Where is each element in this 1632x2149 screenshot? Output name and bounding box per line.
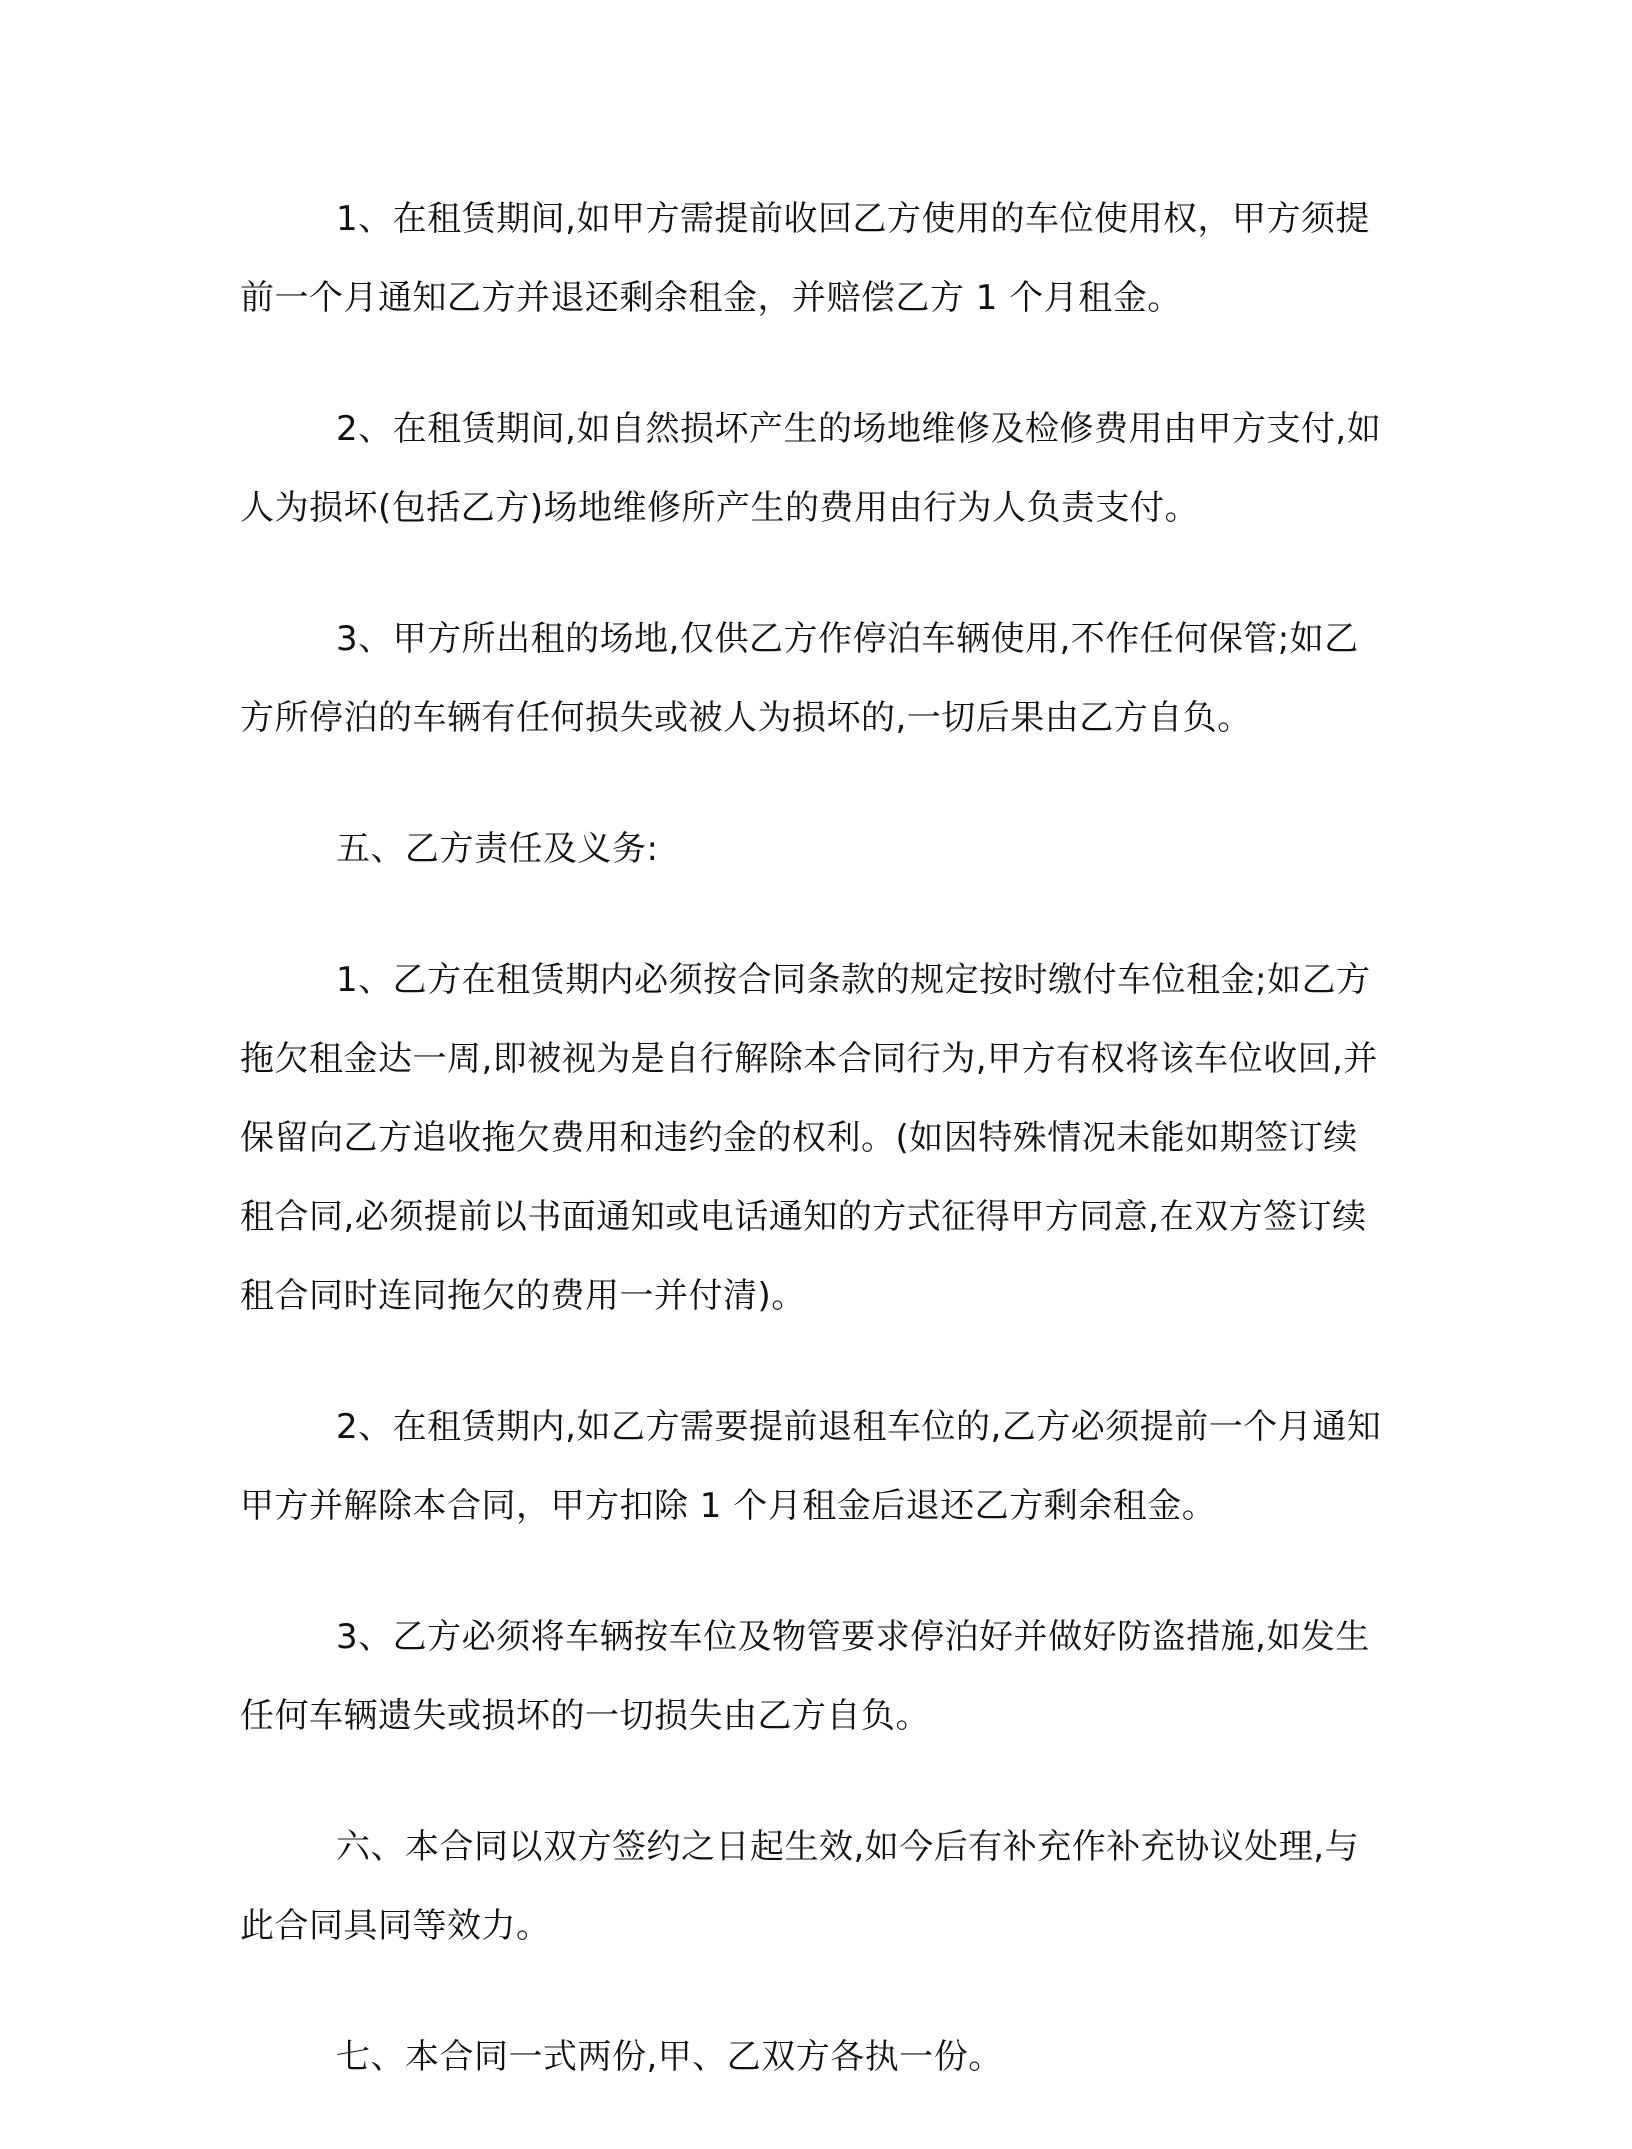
clause-paragraph: 2、在租赁期内,如乙方需要提前退租车位的,乙方必须提前一个月通知甲方并解除本合同，甲方扣除 1 个月租金后退还乙方剩余租金。 [240,1407,1382,1526]
document-body [240,180,1390,2149]
section-paragraph: 七、本合同一式两份,甲、乙双方各执一份。 [336,2037,1003,2077]
clause-paragraph: 1、乙方在租赁期内必须按合同条款的规定按时缴付车位租金;如乙方拖欠租金达一周,即被视为是自行解除本合同行为,甲方有权将该车位收回,并保留向乙方追收拖欠费用和违约金的权利。(如因特殊情况未能如期签订续租合同,必须提前以书面通知或电话通知的方式征得甲方同意,在双方签订续租合同时连同拖欠的费用一并付清)。 [240,960,1378,1316]
clause-paragraph: 3、乙方必须将车辆按车位及物管要求停泊好并做好防盗措施,如发生任何车辆遗失或损坏的一切损失由乙方自负。 [240,1617,1370,1736]
clause-paragraph: 2、在租赁期间,如自然损坏产生的场地维修及检修费用由甲方支付,如人为损坏(包括乙方)场地维修所产生的费用由行为人负责支付。 [240,409,1382,528]
clause-paragraph: 1、在租赁期间,如甲方需提前收回乙方使用的车位使用权，甲方须提前一个月通知乙方并退还剩余租金，并赔偿乙方 1 个月租金。 [240,199,1370,318]
section-heading: 五、乙方责任及义务: [336,829,659,869]
clause-paragraph: 3、甲方所出租的场地,仅供乙方作停泊车辆使用,不作任何保管;如乙方所停泊的车辆有任何损失或被人为损坏的,一切后果由乙方自负。 [240,619,1359,738]
section-paragraph: 六、本合同以双方签约之日起生效,如今后有补充作补充协议处理,与此合同具同等效力。 [240,1827,1360,1946]
